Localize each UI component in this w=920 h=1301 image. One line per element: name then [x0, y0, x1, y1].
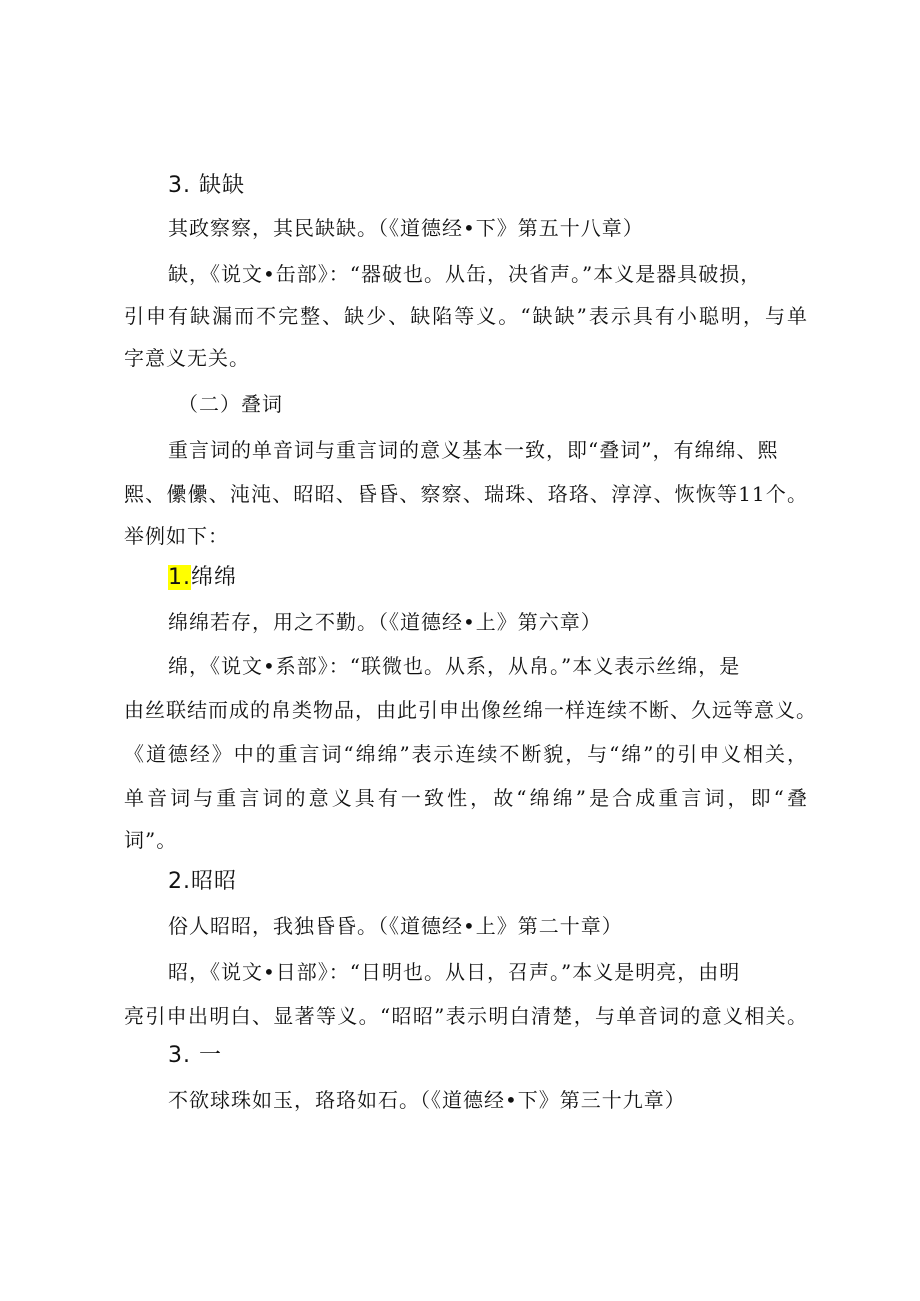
quote-luoluo: 不欲球珠如玉，珞珞如石。（《道德经•下》第三十九章）	[168, 1088, 686, 1112]
explanation-zhaozhao-line-1: 昭，《说文•日部》：“日明也。从日，召声。”本义是明亮，由明	[168, 960, 741, 984]
explanation-mianmian-line-4: 单音词与重言词的意义具有一致性，故“绵绵”是合成重言词，即“叠	[124, 786, 808, 810]
heading-three: 3. 一	[168, 1043, 222, 1068]
explanation-queque-line-3: 字意义无关。	[124, 346, 250, 370]
explanation-queque-line-1: 缺，《说文•缶部》：“器破也。从缶，决省声。”本义是器具破损，	[168, 262, 762, 286]
explanation-zhaozhao-line-2: 亮引申出明白、显著等义。“昭昭”表示明白清楚，与单音词的意义相关。	[124, 1004, 808, 1028]
quote-queque: 其政察察，其民缺缺。（《道德经•下》第五十八章）	[168, 216, 644, 240]
explanation-mianmian-line-3: 《道德经》中的重言词“绵绵”表示连续不断貌，与“绵”的引申义相关，	[124, 742, 808, 766]
quote-mianmian: 绵绵若存，用之不勤。（《道德经•上》第六章）	[168, 610, 602, 634]
section-intro-line-2: 熙、儽儽、沌沌、昭昭、昏昏、察察、瑞珠、珞珞、淳淳、恢恢等11个。	[124, 482, 808, 506]
quote-zhaozhao: 俗人昭昭，我独昏昏。（《道德经•上》第二十章）	[168, 914, 623, 938]
explanation-mianmian-line-1: 绵，《说文•系部》：“联微也。从系，从帛。”本义表示丝绵，是	[168, 654, 741, 678]
explanation-mianmian-line-2: 由丝联结而成的帛类物品，由此引申出像丝绵一样连续不断、久远等意义。	[124, 698, 817, 722]
section-title-dieci: （二）叠词	[178, 392, 283, 416]
heading-queque: 3. 缺缺	[168, 173, 245, 198]
section-intro-line-3: 举例如下：	[124, 524, 229, 548]
highlighted-number: 1.	[168, 565, 191, 590]
explanation-queque-line-2: 引申有缺漏而不完整、缺少、缺陷等义。“缺缺”表示具有小聪明，与单	[124, 304, 808, 328]
heading-zhaozhao: 2.昭昭	[168, 869, 237, 894]
explanation-mianmian-line-5: 词”。	[124, 828, 178, 852]
section-intro-line-1: 重言词的单音词与重言词的意义基本一致，即“叠词”，有绵绵、熙	[168, 438, 779, 462]
heading-mianmian	[168, 564, 237, 592]
heading-mianmian-word: 绵绵	[191, 565, 238, 590]
